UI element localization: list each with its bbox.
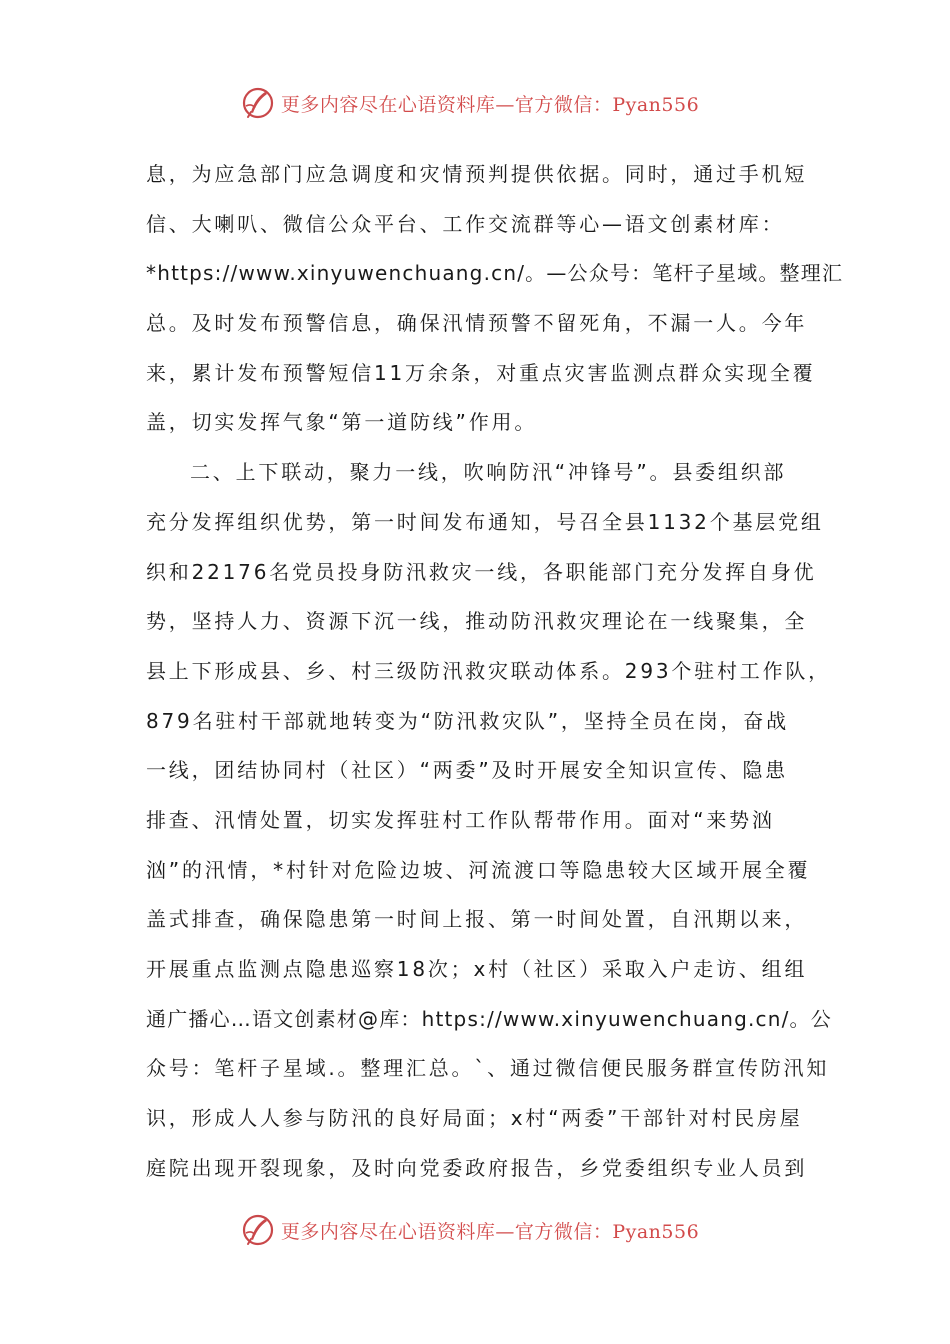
footer-banner-text: 更多内容尽在心语资料库—官方微信：Pyan556 (280, 1220, 700, 1243)
footer-banner-inner (241, 1213, 699, 1247)
quill-pen-logo-icon (241, 86, 275, 120)
quill-pen-logo-icon (241, 1213, 275, 1247)
body-line: 来，累计发布预警短信11万余条，对重点灾害监测点群众实现全覆 (146, 360, 816, 385)
body-line: 充分发挥组织优势，第一时间发布通知，号召全县1132个基层党组 (146, 509, 824, 534)
body-line: 盖式排查，确保隐患第一时间上报、第一时间处置，自汛期以来， (146, 907, 808, 932)
body-line: 汹”的汛情，*村针对危险边坡、河流渡口等隐患较大区域开展全覆 (146, 857, 811, 882)
body-line: 879名驻村干部就地转变为“防汛救灾队”，坚持全员在岗，奋战 (146, 708, 789, 733)
body-line: 织和22176名党员投身防汛救灾一线，各职能部门充分发挥自身优 (146, 559, 817, 584)
header-banner-text: 更多内容尽在心语资料库—官方微信：Pyan556 (280, 93, 700, 116)
body-line: *https://www.xinyuwenchuang.cn/。—公众号：笔杆子星域。整理汇 (146, 261, 844, 286)
body-line: 识，形成人人参与防汛的良好局面；x村“两委”干部针对村民房屋 (146, 1106, 803, 1131)
body-line: 通广播心…语文创素材@库：https://www.xinyuwenchuang.cn/。公 (146, 1006, 832, 1031)
body-line: 总。及时发布预警信息，确保汛情预警不留死角，不漏一人。今年 (146, 311, 808, 336)
body-line: 一线，团结协同村（社区）“两委”及时开展安全知识宣传、隐患 (146, 758, 788, 783)
body-line: 势，坚持人力、资源下沉一线，推动防汛救灾理论在一线聚集，全 (146, 609, 808, 634)
body-line: 信、大喇叭、微信公众平台、工作交流群等心—语文创素材库： (146, 211, 785, 236)
footer-banner (0, 1210, 950, 1250)
document-body (146, 150, 844, 1193)
body-line: 庭院出现开裂现象，及时向党委政府报告，乡党委组织专业人员到 (146, 1155, 808, 1180)
header-banner (0, 83, 950, 123)
body-line: 开展重点监测点隐患巡察18次；x村（社区）采取入户走访、组组 (146, 957, 808, 981)
body-line: 盖，切实发挥气象“第一道防线”作用。 (146, 410, 538, 435)
body-line: 县上下形成县、乡、村三级防汛救灾联动体系。293个驻村工作队， (146, 658, 831, 683)
body-line: 排查、汛情处置，切实发挥驻村工作队帮带作用。面对“来势汹 (146, 807, 775, 832)
body-line: 众号：笔杆子星域.。整理汇总。`、通过微信便民服务群宣传防汛知 (146, 1056, 830, 1081)
paragraph-start-line: 二、上下联动，聚力一线，吹响防汛“冲锋号”。县委组织部 (190, 460, 787, 485)
body-line: 息，为应急部门应急调度和灾情预判提供依据。同时，通过手机短 (146, 162, 808, 186)
header-banner-inner (241, 86, 699, 120)
